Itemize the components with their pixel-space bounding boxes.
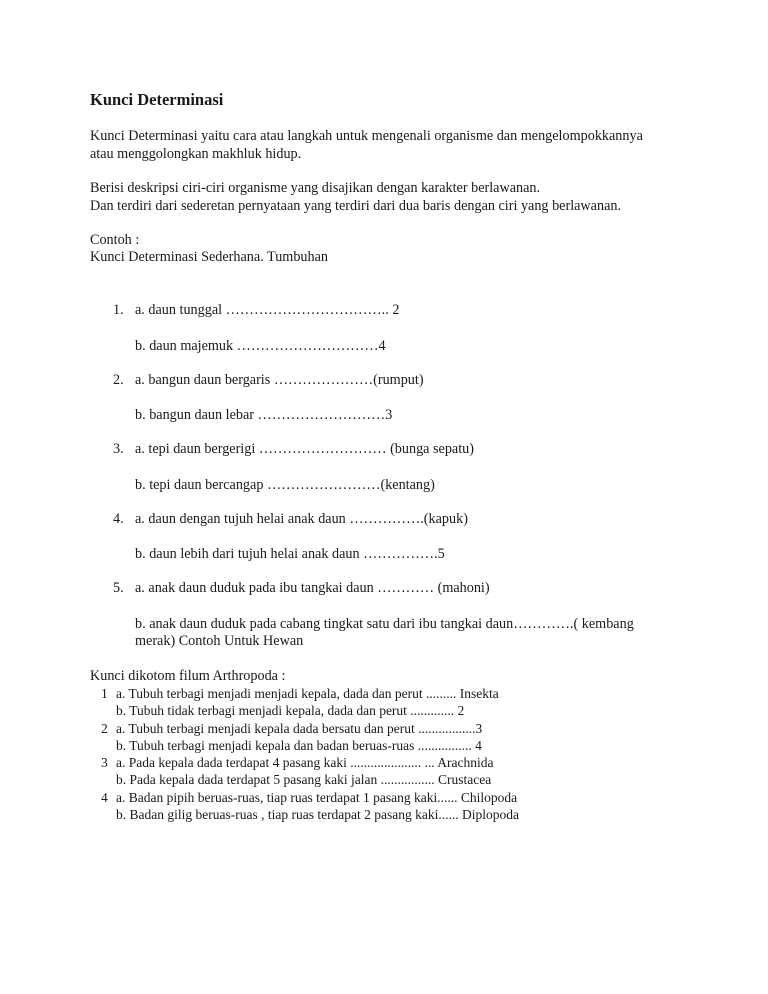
document-title: Kunci Determinasi xyxy=(90,90,224,109)
plant-key-option-b-continued: merak) Contoh Untuk Hewan xyxy=(135,633,304,649)
plant-key-number: 2. xyxy=(113,372,124,388)
dichotomous-heading: Kunci dikotom filum Arthropoda : xyxy=(90,668,286,684)
plant-key-option-a: a. tepi daun bergerigi ……………………… (bunga sepatu) xyxy=(135,441,474,457)
dichotomous-option-a: a. Pada kepala dada terdapat 4 pasang kaki ..................... ... Arachnida xyxy=(116,755,494,770)
example-label: Contoh : xyxy=(90,232,140,248)
dichotomous-number: 1 xyxy=(101,686,108,701)
dichotomous-option-b: b. Tubuh terbagi menjadi kepala dan badan beruas-ruas ................ 4 xyxy=(116,738,482,753)
dichotomous-option-b: b. Tubuh tidak terbagi menjadi kepala, dada dan perut ............. 2 xyxy=(116,703,465,718)
plant-key-option-b: b. bangun daun lebar ………………………3 xyxy=(135,407,393,423)
plant-key-number: 1. xyxy=(113,302,124,318)
dichotomous-option-a: a. Tubuh terbagi menjadi menjadi kepala, dada dan perut ......... Insekta xyxy=(116,686,499,701)
dichotomous-number: 2 xyxy=(101,721,108,736)
plant-key-option-b: b. daun majemuk …………………………4 xyxy=(135,338,386,354)
intro-line-1: Kunci Determinasi yaitu cara atau langkah untuk mengenali organisme dan mengelompokkannya xyxy=(90,128,643,144)
plant-key-number: 5. xyxy=(113,580,124,596)
plant-key-number: 4. xyxy=(113,511,124,527)
example-heading: Kunci Determinasi Sederhana. Tumbuhan xyxy=(90,249,328,265)
dichotomous-option-a: a. Tubuh terbagi menjadi kepala dada bersatu dan perut .................3 xyxy=(116,721,483,736)
plant-key-option-a: a. anak daun duduk pada ibu tangkai daun ………… (mahoni) xyxy=(135,580,490,596)
dichotomous-option-b: b. Pada kepala dada terdapat 5 pasang kaki jalan ................ Crustacea xyxy=(116,772,492,787)
plant-key-option-b: b. tepi daun bercangap ……………………(kentang) xyxy=(135,477,435,493)
dichotomous-number: 3 xyxy=(101,755,108,770)
plant-key-option-b: b. daun lebih dari tujuh helai anak daun …………….5 xyxy=(135,546,445,562)
plant-key-option-a: a. daun dengan tujuh helai anak daun …………….(kapuk) xyxy=(135,511,468,527)
desc-line-2: Dan terdiri dari sederetan pernyataan yang terdiri dari dua baris dengan ciri yang berlawanan. xyxy=(90,198,622,214)
plant-key-option-a: a. daun tunggal …………………………….. 2 xyxy=(135,302,400,318)
plant-key-option-b: b. anak daun duduk pada cabang tingkat satu dari ibu tangkai daun………….( kembang xyxy=(135,616,634,632)
plant-key-option-a: a. bangun daun bergaris …………………(rumput) xyxy=(135,372,424,388)
dichotomous-number: 4 xyxy=(101,790,108,805)
intro-line-2: atau menggolongkan makhluk hidup. xyxy=(90,146,302,162)
plant-key-number: 3. xyxy=(113,441,124,457)
desc-line-1: Berisi deskripsi ciri-ciri organisme yang disajikan dengan karakter berlawanan. xyxy=(90,180,541,196)
dichotomous-option-a: a. Badan pipih beruas-ruas, tiap ruas terdapat 1 pasang kaki...... Chilopoda xyxy=(116,790,518,805)
dichotomous-option-b: b. Badan gilig beruas-ruas , tiap ruas terdapat 2 pasang kaki...... Diplopoda xyxy=(116,807,520,822)
